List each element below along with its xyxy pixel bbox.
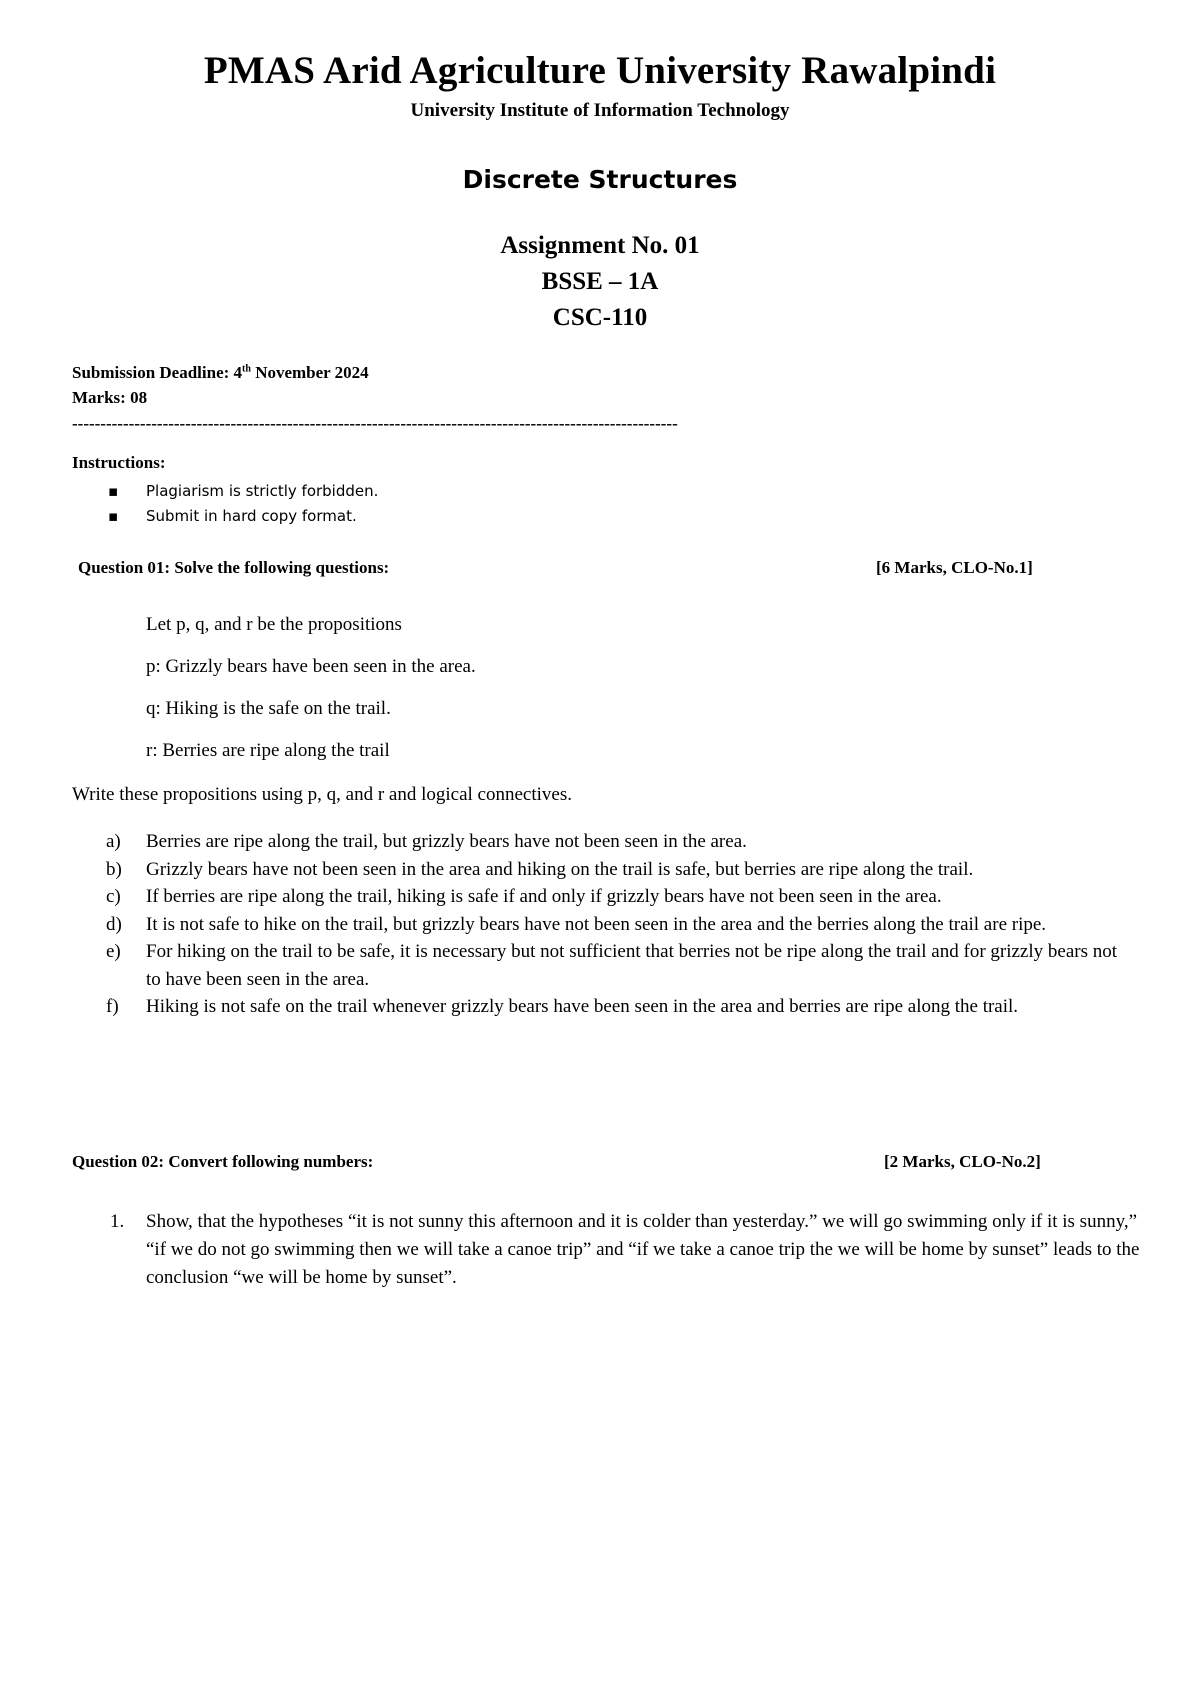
list-item <box>72 938 1132 993</box>
instructions-title: Instructions: <box>72 453 166 472</box>
question-1-title: Question 01: Solve the following questions: <box>78 558 390 577</box>
bullet-icon: ▪ <box>108 507 119 525</box>
item-label: a) <box>106 831 121 852</box>
item-text: For hiking on the trail to be safe, it is necessary but not sufficient that berries not be ripe along the trail and for grizzly bears not to have been seen in the area. <box>146 941 1118 990</box>
institute-name: University Institute of Information Technology <box>410 100 790 121</box>
university-title: PMAS Arid Agriculture University Rawalpindi <box>203 49 997 92</box>
question-2-items <box>72 1208 1142 1292</box>
item-text: Grizzly bears have not been seen in the area and hiking on the trail is safe, but berries are ripe along the trail. <box>146 858 974 880</box>
course-code: CSC-110 <box>552 304 648 331</box>
dashed-divider: ----------------------------------------------------------------------------------------------------------- <box>72 414 678 433</box>
item-text: If berries are ripe along the trail, hiking is safe if and only if grizzly bears have not been seen in the area. <box>146 886 942 907</box>
list-item <box>72 993 1132 1021</box>
deadline-prefix: Submission Deadline: 4 <box>72 363 243 382</box>
list-item <box>72 883 1132 911</box>
instruction-text: Submit in hard copy format. <box>146 507 357 525</box>
item-label: b) <box>106 858 122 880</box>
item-text: It is not safe to hike on the trail, but grizzly bears have not been seen in the area and the berries along the trail are ripe. <box>146 913 1047 935</box>
proposition-p: p: Grizzly bears have been seen in the area. <box>146 656 476 677</box>
total-marks: Marks: 08 <box>72 388 148 407</box>
item-label: d) <box>106 913 122 935</box>
question-2-title: Question 02: Convert following numbers: <box>72 1152 374 1171</box>
bullet-icon: ▪ <box>108 482 119 500</box>
item-label: c) <box>106 886 121 907</box>
proposition-q: q: Hiking is the safe on the trail. <box>146 698 391 719</box>
submission-deadline <box>72 363 369 383</box>
list-item <box>72 828 1132 856</box>
proposition-r: r: Berries are ripe along the trail <box>146 740 390 761</box>
question-2-marks: [2 Marks, CLO-No.2] <box>884 1152 1041 1171</box>
item-label: 1. <box>110 1211 125 1232</box>
question-1-items <box>72 828 1132 1021</box>
instruction-item <box>108 479 378 504</box>
deadline-superscript: th <box>242 363 251 375</box>
list-item <box>72 1208 1142 1292</box>
question-1-marks: [6 Marks, CLO-No.1] <box>876 558 1033 577</box>
deadline-suffix: November 2024 <box>250 363 369 382</box>
item-text: Show, that the hypotheses “it is not sunny this afternoon and it is colder than yesterday.” we will go swimming only if it is sunny,” “if we do not go swimming then we will take a canoe trip” and “if we take a canoe trip the we will be home by sunset” leads to the conclusion “we will be home by sunset”. <box>146 1211 1140 1288</box>
section-name: BSSE – 1A <box>541 268 659 295</box>
course-title: Discrete Structures <box>462 165 738 194</box>
list-item <box>72 856 1132 884</box>
propositions-intro: Let p, q, and r be the propositions <box>146 614 402 635</box>
item-label: f) <box>106 996 119 1017</box>
assignment-number: Assignment No. 01 <box>500 232 700 259</box>
question-1-instruction: Write these propositions using p, q, and r and logical connectives. <box>72 784 572 805</box>
item-label: e) <box>106 941 121 962</box>
item-text: Hiking is not safe on the trail whenever grizzly bears have been seen in the area and berries are ripe along the trail. <box>146 996 1019 1017</box>
assignment-block <box>0 228 1200 336</box>
instruction-text: Plagiarism is strictly forbidden. <box>146 482 379 500</box>
list-item <box>72 911 1132 939</box>
instructions-list <box>108 479 378 529</box>
instruction-item <box>108 504 378 529</box>
item-text: Berries are ripe along the trail, but grizzly bears have not been seen in the area. <box>146 831 747 852</box>
